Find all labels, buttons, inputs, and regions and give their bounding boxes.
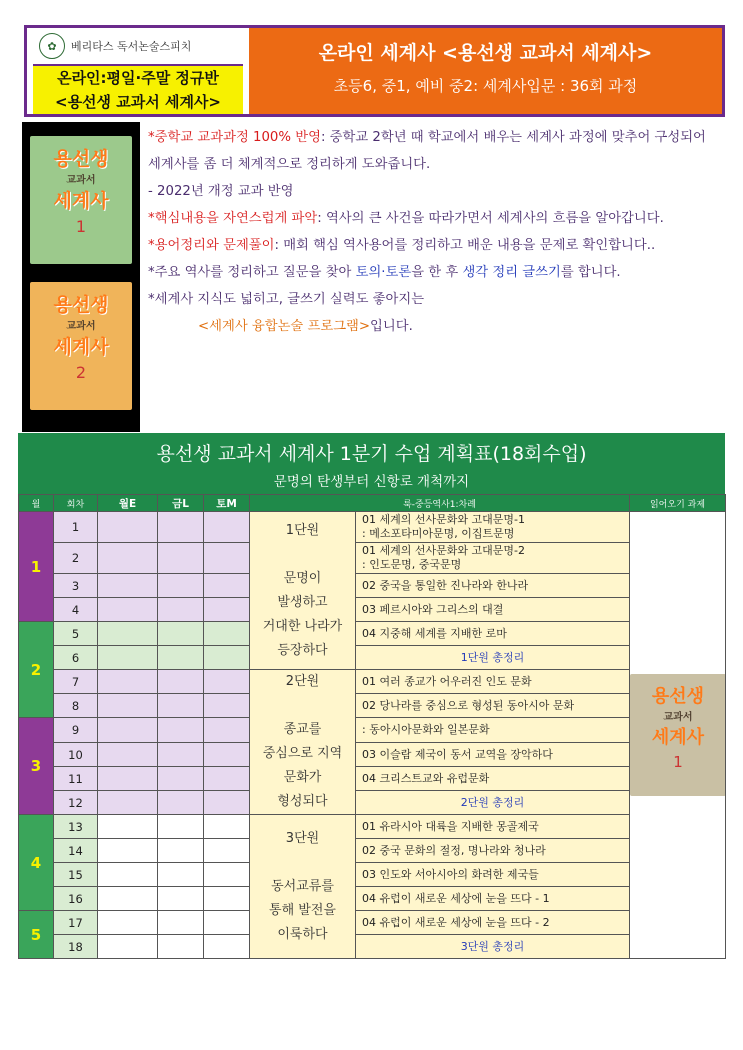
lesson-cell: 04 크리스트교와 유럽문화 (356, 767, 630, 791)
unit-desc-line: 동서교류를 (271, 878, 334, 894)
intro-p3-text: : 매회 핵심 역사용어를 정리하고 배운 내용을 문제로 확인합니다.. (274, 238, 656, 253)
schedule-cell (158, 543, 204, 574)
session-number: 16 (54, 887, 98, 911)
lesson-cell: 04 유럽이 새로운 세상에 눈을 뜨다 - 1 (356, 887, 630, 911)
plan-title-suffix: (18회수업) (492, 443, 587, 465)
schedule-cell (98, 512, 158, 543)
logo-text: 베리타스 독서논술스피치 (71, 40, 192, 53)
unit-name: 1단원 (285, 522, 320, 538)
schedule-cell (98, 767, 158, 791)
session-number: 6 (54, 646, 98, 670)
book-title-1: 용선생 (53, 294, 109, 316)
schedule-cell (98, 670, 158, 694)
table-row (19, 574, 726, 598)
table-row (19, 743, 726, 767)
table-row (19, 767, 726, 791)
unit-cell-1 (250, 512, 356, 670)
schedule-cell (158, 887, 204, 911)
table-row (19, 543, 726, 574)
month-cell: 5 (19, 911, 54, 959)
intro-p5-b: <세계사 융합논술 프로그램> (198, 319, 371, 334)
plan-title (18, 433, 725, 466)
schedule-cell (204, 622, 250, 646)
unit-desc-line: 종교를 (283, 722, 322, 737)
table-row (19, 598, 726, 622)
intro-p5-line2 (148, 313, 718, 340)
session-number: 17 (54, 911, 98, 935)
lesson-cell: 02 중국 문화의 절정, 명나라와 청나라 (356, 839, 630, 863)
unit-desc-line: 형성되다 (277, 794, 328, 809)
schedule-cell (98, 543, 158, 574)
unit-desc-line: 통해 발전을 (269, 902, 336, 918)
schedule-cell (98, 839, 158, 863)
schedule-cell (98, 646, 158, 670)
session-number: 12 (54, 791, 98, 815)
schedule-cell (158, 791, 204, 815)
plan-header (18, 433, 725, 494)
class-badge (33, 64, 243, 114)
lesson-title: 01 세계의 선사문화와 고대문명-2 (362, 544, 525, 557)
schedule-cell (98, 574, 158, 598)
lesson-cell: 01 여러 종교가 어우러진 인도 문화 (356, 670, 630, 694)
schedule-cell (98, 887, 158, 911)
logo-row (27, 28, 249, 64)
schedule-cell (98, 911, 158, 935)
lesson-cell: 03 이슬람 제국이 동서 교역을 장악하다 (356, 743, 630, 767)
month-cell: 3 (19, 718, 54, 815)
session-number: 14 (54, 839, 98, 863)
intro-p2-text: : 역사의 큰 사건을 따라가면서 세계사의 흐름을 알아갑니다. (317, 211, 664, 226)
table-row (19, 863, 726, 887)
book-volume-2: 2 (75, 363, 87, 382)
schedule-cell (204, 839, 250, 863)
intro-p2 (148, 205, 718, 232)
table-row (19, 887, 726, 911)
schedule-cell (158, 598, 204, 622)
schedule-cell (98, 622, 158, 646)
unit-name: 3단원 (285, 830, 320, 846)
session-number: 15 (54, 863, 98, 887)
session-number: 7 (54, 670, 98, 694)
table-row (19, 694, 726, 718)
schedule-cell (204, 815, 250, 839)
table-row (19, 646, 726, 670)
plan-table (18, 494, 726, 959)
lesson-cell: 04 유럽이 새로운 세상에 눈을 뜨다 - 2 (356, 911, 630, 935)
page-title: 온라인 세계사 <용선생 교과서 세계사> (318, 42, 653, 64)
schedule-cell (158, 512, 204, 543)
col-session: 회차 (54, 495, 98, 512)
session-number: 5 (54, 622, 98, 646)
schedule-cell (158, 670, 204, 694)
session-number: 10 (54, 743, 98, 767)
intro-p3 (148, 232, 718, 259)
book-title-3: 세계사 (651, 727, 705, 748)
plan-section (18, 433, 725, 1013)
table-header-row (19, 495, 726, 512)
col-fri: 금L (158, 495, 204, 512)
schedule-cell (204, 791, 250, 815)
schedule-cell (204, 887, 250, 911)
schedule-cell (158, 863, 204, 887)
lesson-cell (356, 512, 630, 543)
schedule-cell (204, 543, 250, 574)
unit-desc-line: 등장하다 (277, 642, 328, 658)
book-title-2: 교과서 (66, 321, 96, 332)
session-number: 8 (54, 694, 98, 718)
schedule-cell (204, 670, 250, 694)
col-month: 월 (19, 495, 54, 512)
book-volume-1: 1 (673, 753, 683, 771)
intro-p4-b: 토의·토론 (355, 265, 412, 280)
col-sat: 토M (204, 495, 250, 512)
schedule-cell (98, 815, 158, 839)
book-title-3: 세계사 (53, 190, 109, 212)
lesson-cell: 04 지중해 세계를 지배한 로마 (356, 622, 630, 646)
lesson-cell: 02 당나라를 중심으로 형성된 동아시아 문화 (356, 694, 630, 718)
intro-p5-c: 입니다. (370, 319, 413, 334)
lesson-cell: 03 인도와 서아시아의 화려한 제국들 (356, 863, 630, 887)
schedule-cell (158, 815, 204, 839)
class-line-1: 온라인:평일·주말 정규반 (57, 69, 219, 87)
session-number: 13 (54, 815, 98, 839)
table-row (19, 512, 726, 543)
intro-p4 (148, 259, 718, 286)
book-cover-vol1 (30, 136, 132, 264)
schedule-cell (204, 598, 250, 622)
schedule-cell (158, 574, 204, 598)
session-number: 3 (54, 574, 98, 598)
schedule-cell (98, 935, 158, 959)
session-number: 4 (54, 598, 98, 622)
table-row (19, 839, 726, 863)
schedule-cell (158, 935, 204, 959)
unit-summary-cell: 3단원 총정리 (356, 935, 630, 959)
unit-desc-line: 발생하고 (277, 594, 328, 610)
book-title-3: 세계사 (53, 336, 109, 358)
schedule-cell (204, 767, 250, 791)
schedule-cell (204, 743, 250, 767)
table-row (19, 815, 726, 839)
unit-desc-line: 이룩하다 (277, 926, 328, 942)
schedule-cell (158, 718, 204, 743)
col-book: 룩-중등역사1:차례 (250, 495, 630, 512)
unit-desc-line: 문화가 (283, 770, 322, 785)
intro-p1 (148, 124, 718, 178)
session-number: 1 (54, 512, 98, 543)
intro-p4-a: *주요 역사를 정리하고 질문을 찾아 (148, 265, 356, 280)
month-cell: 4 (19, 815, 54, 911)
schedule-cell (204, 694, 250, 718)
unit-summary-cell: 2단원 총정리 (356, 791, 630, 815)
book-covers (22, 122, 140, 432)
reading-book-cover (630, 674, 726, 796)
intro-p4-e: 를 합니다. (560, 265, 621, 280)
table-row (19, 718, 726, 743)
intro-p5: *세계사 지식도 넓히고, 글쓰기 실력도 좋아지는 (148, 292, 425, 307)
unit-cell-3 (250, 815, 356, 959)
schedule-cell (204, 935, 250, 959)
lesson-cell: 03 페르시아와 그리스의 대결 (356, 598, 630, 622)
plan-title-main: 용선생 교과서 세계사 1분기 수업 계획표 (156, 443, 493, 465)
schedule-cell (204, 646, 250, 670)
col-reading: 읽어오기 과제 (630, 495, 726, 512)
schedule-cell (98, 791, 158, 815)
session-number: 2 (54, 543, 98, 574)
unit-desc-line: 문명이 (283, 570, 322, 586)
session-number: 18 (54, 935, 98, 959)
unit-desc-line: 중심으로 지역 (262, 746, 343, 761)
table-row (19, 622, 726, 646)
session-number: 11 (54, 767, 98, 791)
session-number: 9 (54, 718, 98, 743)
table-row (19, 791, 726, 815)
book-title-2: 교과서 (66, 175, 96, 186)
table-row (19, 670, 726, 694)
col-mon: 월E (98, 495, 158, 512)
header-right (249, 28, 722, 114)
schedule-cell (158, 694, 204, 718)
schedule-cell (204, 718, 250, 743)
month-cell: 2 (19, 622, 54, 718)
intro-p4-c: 을 한 후 (411, 265, 463, 280)
book-title-1: 용선생 (651, 686, 705, 707)
unit-summary-cell: 1단원 총정리 (356, 646, 630, 670)
schedule-cell (204, 512, 250, 543)
book-cover-vol2 (30, 282, 132, 410)
month-cell: 1 (19, 512, 54, 622)
lesson-subtitle: : 인도문명, 중국문명 (362, 558, 462, 571)
schedule-cell (158, 743, 204, 767)
lesson-cell (356, 543, 630, 574)
intro-p1-text: : 중학교 2학년 때 학교에서 배우는 세계사 과정에 맞추어 구성되어 세계사를 좀 더 체계적으로 정리하게 도와줍니다. (148, 130, 706, 172)
intro-p1-key: *중학교 교과과정 100% 반영 (148, 130, 321, 145)
reading-assignment-cell (630, 512, 726, 959)
lesson-cell: : 동아시아문화와 일본문화 (356, 718, 630, 743)
lesson-cell: 01 유라시아 대륙을 지배한 몽골제국 (356, 815, 630, 839)
book-title-1: 용선생 (53, 148, 109, 170)
lesson-cell: 02 중국을 통일한 진나라와 한나라 (356, 574, 630, 598)
unit-desc-line: 거대한 나라가 (262, 618, 343, 634)
header-box (24, 25, 725, 117)
page-subtitle: 초등6, 중1, 예비 중2: 세계사입문 : 36회 과정 (333, 77, 638, 95)
schedule-cell (98, 694, 158, 718)
schedule-cell (158, 911, 204, 935)
schedule-cell (204, 863, 250, 887)
intro-p4-d: 생각 정리 글쓰기 (462, 265, 561, 280)
table-row (19, 911, 726, 935)
lesson-title: 01 세계의 선사문화와 고대문명-1 (362, 513, 525, 526)
schedule-cell (204, 911, 250, 935)
schedule-cell (98, 718, 158, 743)
school-logo-icon: ✿ (39, 33, 65, 59)
book-title-2: 교과서 (663, 712, 693, 723)
schedule-cell (98, 863, 158, 887)
table-row (19, 935, 726, 959)
schedule-cell (158, 839, 204, 863)
schedule-cell (158, 767, 204, 791)
schedule-cell (98, 598, 158, 622)
schedule-cell (158, 622, 204, 646)
schedule-cell (98, 743, 158, 767)
unit-name: 2단원 (285, 674, 320, 689)
intro-text (148, 124, 718, 340)
intro-p2-key: *핵심내용을 자연스럽게 파악 (148, 211, 318, 226)
schedule-cell (204, 574, 250, 598)
plan-subtitle: 문명의 탄생부터 신항로 개척까지 (273, 474, 470, 490)
intro-p3-key: *용어정리와 문제풀이 (148, 238, 275, 253)
header-left (27, 28, 251, 114)
schedule-cell (158, 646, 204, 670)
unit-cell-2 (250, 670, 356, 815)
class-line-2: <용선생 교과서 세계사> (55, 93, 221, 111)
lesson-subtitle: : 메소포타미아문명, 이집트문명 (362, 527, 515, 540)
intro-p1-note: - 2022년 개정 교과 반영 (148, 184, 294, 199)
book-volume-1: 1 (75, 217, 87, 236)
